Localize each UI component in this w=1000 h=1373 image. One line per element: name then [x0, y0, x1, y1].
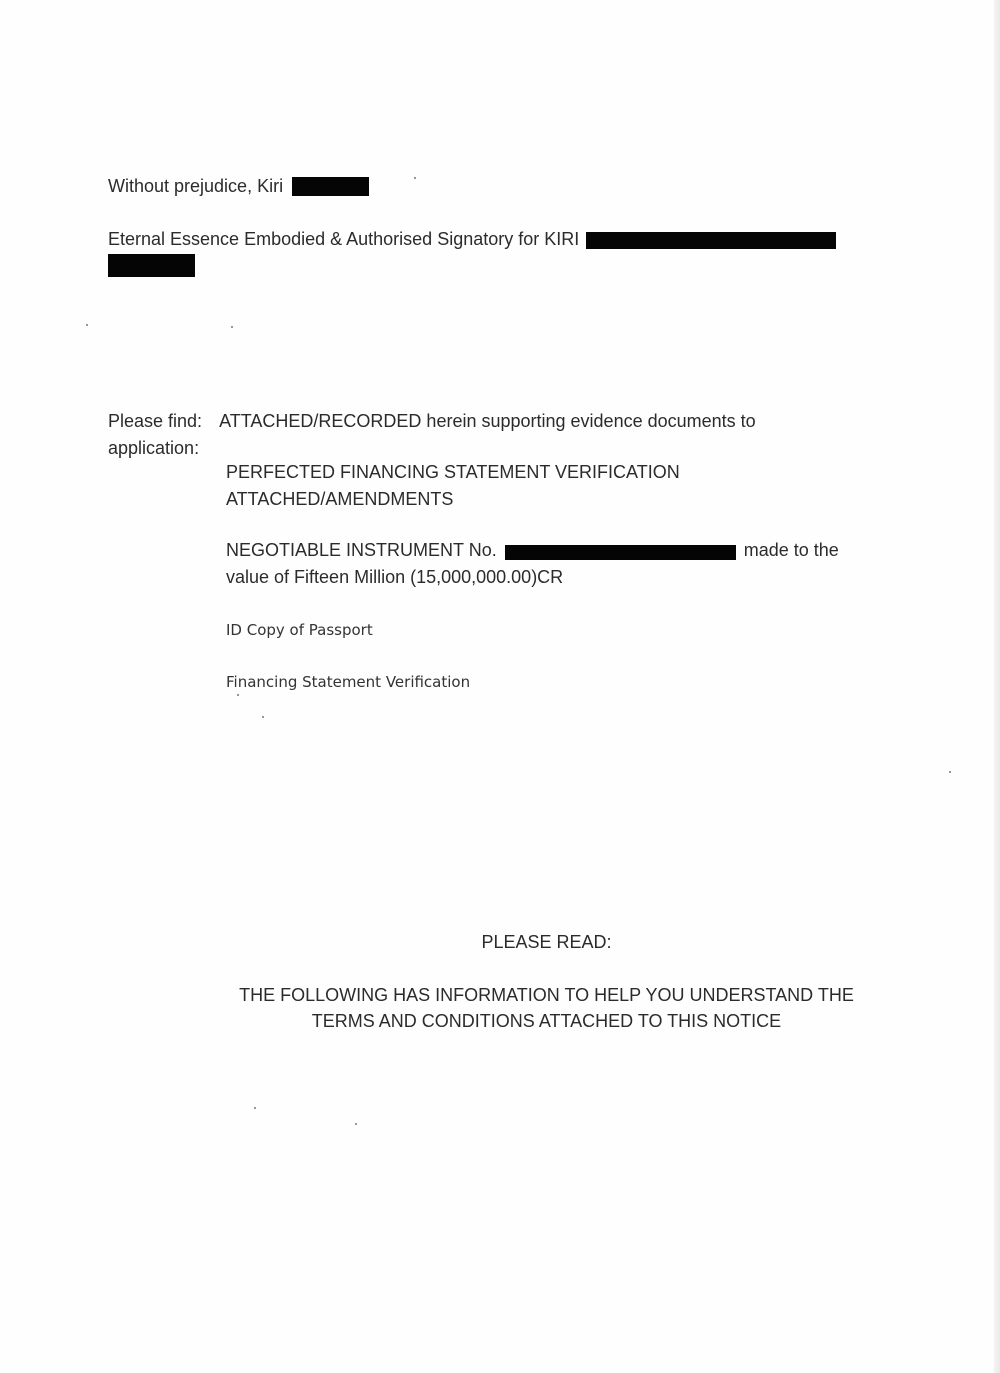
scan-edge — [994, 0, 1000, 1373]
notice-line1: THE FOLLOWING HAS INFORMATION TO HELP YOU UNDERSTAND THE — [239, 985, 854, 1005]
salutation-text: Without prejudice, Kiri — [108, 176, 284, 196]
passport-item: ID Copy of Passport — [226, 621, 373, 639]
scan-speck — [231, 326, 233, 328]
redaction-bar — [505, 545, 736, 560]
instrument-prefix: NEGOTIABLE INSTRUMENT No. — [226, 540, 497, 560]
scan-speck — [237, 694, 239, 696]
notice-line2: TERMS AND CONDITIONS ATTACHED TO THIS NOTICE — [311, 1011, 782, 1031]
scan-speck — [414, 177, 416, 179]
scan-speck — [355, 1123, 357, 1125]
instrument-suffix: made to the — [743, 540, 839, 560]
please-find-text: ATTACHED/RECORDED herein supporting evidence documents to — [219, 411, 756, 431]
financing-statement-item-line2: ATTACHED/AMENDMENTS — [226, 489, 454, 509]
please-find-label: Please find: — [108, 411, 203, 431]
scan-speck — [262, 716, 264, 718]
redaction-bar — [108, 254, 195, 277]
scan-speck — [86, 324, 88, 326]
verification-item: Financing Statement Verification — [226, 673, 471, 691]
signatory-line — [108, 226, 836, 252]
please-find-line — [108, 408, 756, 434]
negotiable-instrument-item — [226, 537, 839, 563]
redaction-bar — [586, 232, 836, 249]
notice-heading: PLEASE READ: — [481, 932, 612, 952]
redaction-bar — [292, 177, 369, 196]
scan-speck — [254, 1107, 256, 1109]
signatory-line-continued — [108, 254, 195, 280]
scan-speck — [949, 771, 951, 773]
application-label: application: — [108, 438, 200, 458]
instrument-value-line: value of Fifteen Million (15,000,000.00)CR — [226, 567, 564, 587]
signatory-text: Eternal Essence Embodied & Authorised Signatory for KIRI — [108, 229, 580, 249]
financing-statement-item-line1: PERFECTED FINANCING STATEMENT VERIFICATION — [226, 462, 680, 482]
salutation-line — [108, 173, 369, 199]
